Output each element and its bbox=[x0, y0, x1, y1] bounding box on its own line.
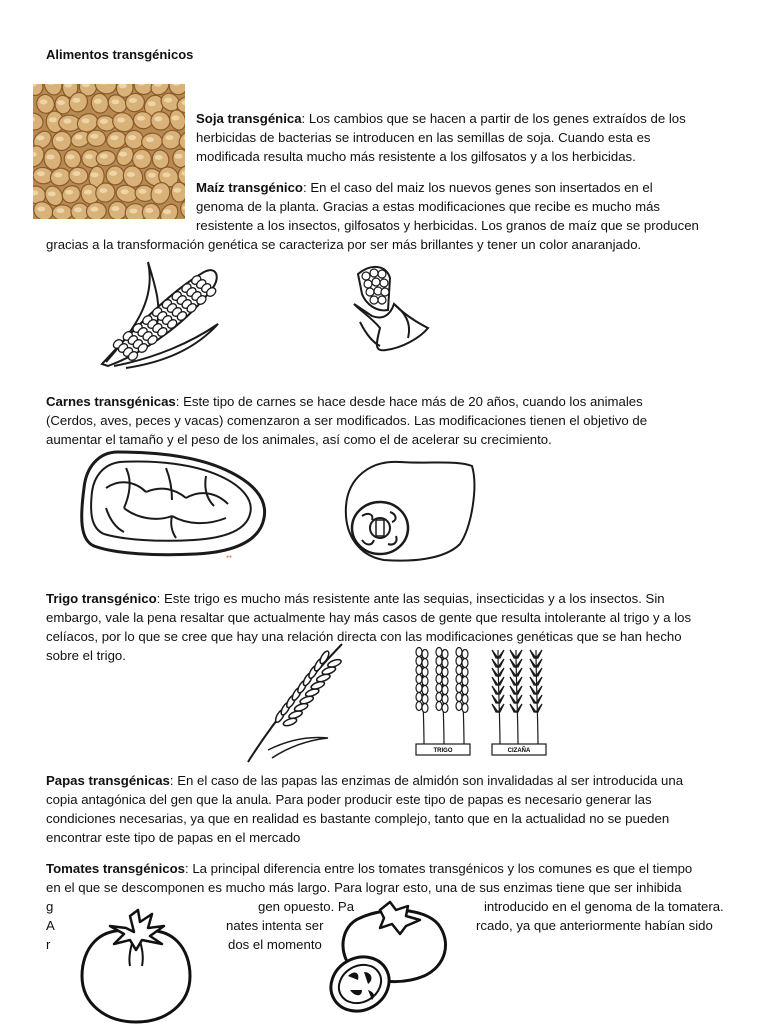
wheat-vs-darnel-illustration bbox=[412, 640, 572, 760]
tomato-illustration bbox=[78, 906, 194, 1024]
trigo-line-4: sobre el trigo. bbox=[46, 648, 126, 663]
maiz-line-4: gracias a la transformación genética se caracteriza por ser más brillantes y tener un color anaranjado. bbox=[46, 237, 642, 252]
papas-line-1: : En el caso de las papas las enzimas de almidón son invalidadas al ser introducida una bbox=[169, 773, 684, 788]
term-trigo: Trigo transgénico bbox=[46, 591, 157, 606]
paragraph-carnes bbox=[46, 392, 647, 449]
paragraph-tomates bbox=[46, 859, 692, 897]
wheat-stalk-illustration bbox=[238, 640, 348, 764]
term-papas: Papas transgénicas bbox=[46, 773, 170, 788]
tomates-fragment-2: introducido en el genoma de la tomatera. bbox=[484, 899, 724, 914]
paragraph-papas bbox=[46, 771, 683, 847]
tomato-slice-illustration bbox=[320, 896, 452, 1020]
papas-line-4: encontrar este tipo de papas en el mercado bbox=[46, 830, 301, 845]
soja-line-2: herbicidas de bacterias se introducen en las semillas de soja. Cuando esta es bbox=[196, 130, 651, 145]
trigo-line-3: celíacos, por lo que se cree que hay una relación directa con las modificaciones genéticas que se han hecho bbox=[46, 629, 682, 644]
soja-line-1: : Los cambios que se hacen a partir de los genes extraídos de los bbox=[301, 111, 686, 126]
paragraph-trigo bbox=[46, 589, 691, 665]
tomates-fragment-1: gen opuesto. Pa bbox=[258, 899, 355, 914]
paragraph-soja bbox=[196, 109, 686, 166]
carnes-line-1: : Este tipo de carnes se hace desde hace más de 20 años, cuando los animales bbox=[175, 394, 643, 409]
tomates-line-2: en el que se descomponen es mucho más largo. Para lograr esto, una de sus enzimas tiene que ser inhibida bbox=[46, 880, 682, 895]
paragraph-maiz bbox=[196, 178, 699, 235]
corn-cob-illustration bbox=[96, 258, 222, 370]
ham-illustration bbox=[340, 456, 480, 564]
tomates-fragment-5: dos el momento bbox=[228, 937, 322, 952]
term-maiz: Maíz transgénico bbox=[196, 180, 303, 195]
maiz-line-2: genoma de la planta. Gracias a estas modificaciones que recibe es mucho más bbox=[196, 199, 661, 214]
caption-trigo: TRIGO bbox=[433, 748, 453, 754]
papas-line-3: condiciones necesarias, ya que en realidad es bastante complejo, tanto que en la actualidad no se pueden bbox=[46, 811, 670, 826]
maiz-line-1: : En el caso del maiz los nuevos genes son insertados en el bbox=[303, 180, 653, 195]
steak-illustration bbox=[76, 448, 272, 562]
caption-cizana: CIZAÑA bbox=[507, 748, 531, 754]
term-carnes: Carnes transgénicas bbox=[46, 394, 176, 409]
soybean-photo bbox=[33, 84, 185, 219]
papas-line-2: copia antagónica del gen que la anula. Para poder producir este tipo de papas es necesario generar las bbox=[46, 792, 652, 807]
trigo-line-1: : Este trigo es mucho más resistente ante las sequias, insecticidas y a los insectos. Sin bbox=[156, 591, 665, 606]
trigo-line-2: embargo, vale la pena resaltar que actualmente hay más casos de gente que resulta intolerante al trigo y a los bbox=[46, 610, 692, 625]
maiz-line-3: resistente a los insectos, gilfosatos y herbicidas. Los granos de maíz que se producen bbox=[196, 218, 699, 233]
soja-line-3: modificada resulta mucho más resistente a los gilfosatos y a los herbicidas. bbox=[196, 149, 636, 164]
term-soja: Soja transgénica bbox=[196, 111, 302, 126]
tomates-fragment-3: nates intenta ser bbox=[226, 918, 324, 933]
tomates-line-1: : La principal diferencia entre los tomates transgénicos y los comunes es que el tiempo bbox=[185, 861, 693, 876]
corn-husk-illustration bbox=[346, 264, 436, 356]
tomates-fragment-4: rcado, ya que anteriormente habían sido bbox=[476, 918, 713, 933]
term-tomates: Tomates transgénicos bbox=[46, 861, 185, 876]
carnes-line-3: aumentar el tamaño y el peso de los animales, así como el de acelerar su crecimiento. bbox=[46, 432, 552, 447]
carnes-line-2: (Cerdos, aves, peces y vacas) comenzaron a ser modificados. Las modificaciones tienen el objetivo de bbox=[46, 413, 648, 428]
image-watermark: ●● bbox=[226, 554, 233, 560]
document-title: Alimentos transgénicos bbox=[46, 47, 194, 62]
